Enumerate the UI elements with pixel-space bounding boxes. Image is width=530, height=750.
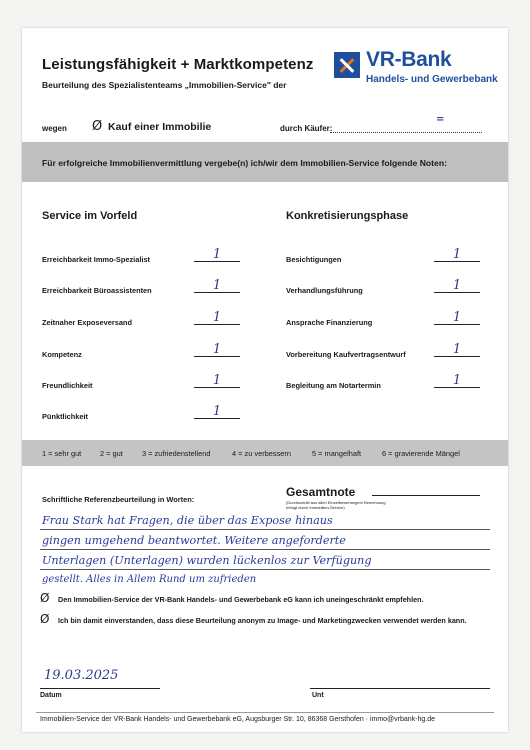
intro-text: Für erfolgreiche Immobilienvermittlung vergebe(n) ich/wir dem Immobilien-Service folgende Noten: — [42, 158, 447, 168]
writing-line[interactable] — [40, 529, 490, 530]
vr-logo-icon — [334, 52, 360, 78]
writing-line[interactable] — [40, 549, 490, 550]
service-item-label: Erreichbarkeit Immo-Spezialist — [42, 255, 151, 264]
legend-item: 4 = zu verbessern — [232, 449, 291, 458]
konkret-item-grade[interactable]: 1 — [434, 343, 480, 357]
signature-field[interactable] — [310, 688, 490, 689]
bank-name: VR-Bank — [366, 48, 452, 71]
reference-text-line: gestellt. Alles in Allem Rund um zufrieden — [42, 574, 257, 585]
reference-label: Schriftliche Referenzbeurteilung in Worten: — [42, 495, 195, 504]
kaeufer-value: = — [436, 114, 445, 125]
service-item-grade[interactable]: 1 — [194, 343, 240, 357]
konkret-item-grade[interactable]: 1 — [434, 374, 480, 388]
purpose-row — [42, 114, 492, 136]
konkret-item-label: Vorbereitung Kaufvertragsentwurf — [286, 350, 406, 359]
konkret-item-label: Begleitung am Notartermin — [286, 381, 381, 390]
bank-subname: Handels- und Gewerbebank — [366, 74, 498, 85]
purpose-checkbox[interactable]: Ø — [92, 119, 103, 134]
recommend-label: Den Immobilien-Service der VR-Bank Handels- und Gewerbebank eG kann ich uneingeschränkt empfehlen. — [58, 595, 424, 604]
service-heading: Service im Vorfeld — [42, 210, 138, 222]
legend-item: 3 = zufriedenstellend — [142, 449, 211, 458]
form-subtitle: Beurteilung des Spezialistenteams „Immobilien-Service" der — [42, 80, 287, 90]
kaeufer-label: durch Käufer: — [280, 124, 333, 133]
konkret-heading: Konkretisierungsphase — [286, 210, 409, 222]
service-item-label: Pünktlichkeit — [42, 412, 88, 421]
form-title: Leistungsfähigkeit + Marktkompetenz — [42, 56, 314, 73]
legend-item: 5 = mangelhaft — [312, 449, 362, 458]
konkret-item-label: Besichtigungen — [286, 255, 342, 264]
reference-text-line: Unterlagen (Unterlagen) wurden lückenlos zur Verfügung — [42, 554, 372, 567]
wegen-label: wegen — [42, 124, 67, 133]
reference-text-line: Frau Stark hat Fragen, die über das Expose hinaus — [42, 514, 333, 527]
konkret-item-grade[interactable]: 1 — [434, 248, 480, 262]
gesamtnote-label: Gesamtnote — [286, 485, 356, 499]
konkret-item-label: Verhandlungsführung — [286, 286, 363, 295]
konkret-item-grade[interactable]: 1 — [434, 279, 480, 293]
legend-item: 6 = gravierende Mängel — [382, 449, 460, 458]
konkret-item-label: Ansprache Finanzierung — [286, 318, 373, 327]
service-item-grade[interactable]: 1 — [194, 374, 240, 388]
legend-item: 2 = gut — [100, 449, 123, 458]
writing-line[interactable] — [40, 569, 490, 570]
service-item-grade[interactable]: 1 — [194, 248, 240, 262]
date-value: 19.03.2025 — [44, 668, 119, 683]
reference-text-line: gingen umgehend beantwortet. Weitere angeforderte — [42, 534, 346, 547]
signature-label: Unt — [312, 692, 324, 699]
consent-label: Ich bin damit einverstanden, dass diese Beurteilung anonym zu Image- und Marketingzwecken verwendet werden kann. — [58, 616, 467, 625]
service-item-label: Zeitnaher Exposeversand — [42, 318, 132, 327]
bank-logo — [334, 48, 498, 92]
consent-checkbox[interactable]: Ø — [40, 612, 50, 626]
konkret-item-grade[interactable]: 1 — [434, 311, 480, 325]
footer-divider — [36, 712, 494, 713]
date-label: Datum — [40, 692, 62, 699]
service-item-grade[interactable]: 1 — [194, 311, 240, 325]
kauf-option-label: Kauf einer Immobilie — [108, 121, 212, 133]
service-item-grade[interactable]: 1 — [194, 279, 240, 293]
legend-item: 1 = sehr gut — [42, 449, 82, 458]
service-item-label: Kompetenz — [42, 350, 82, 359]
service-item-label: Freundlichkeit — [42, 381, 93, 390]
gesamtnote-field[interactable] — [372, 495, 480, 496]
service-item-grade[interactable]: 1 — [194, 405, 240, 419]
form-page — [22, 28, 508, 732]
service-item-label: Erreichbarkeit Büroassistenten — [42, 286, 152, 295]
footer-text: Immobilien-Service der VR-Bank Handels- und Gewerbebank eG, Augsburger Str. 10, 86368 Gersthofen · immo@vrbank-hg.de — [40, 716, 436, 723]
recommend-checkbox[interactable]: Ø — [40, 591, 50, 605]
date-field[interactable] — [40, 688, 160, 689]
kaeufer-field[interactable] — [330, 132, 482, 133]
gesamtnote-footnote: (Durchschnitt aus allen Einzelbewertungen/ Berechnung erfolgt durch Immobilien-Service) — [286, 500, 386, 510]
